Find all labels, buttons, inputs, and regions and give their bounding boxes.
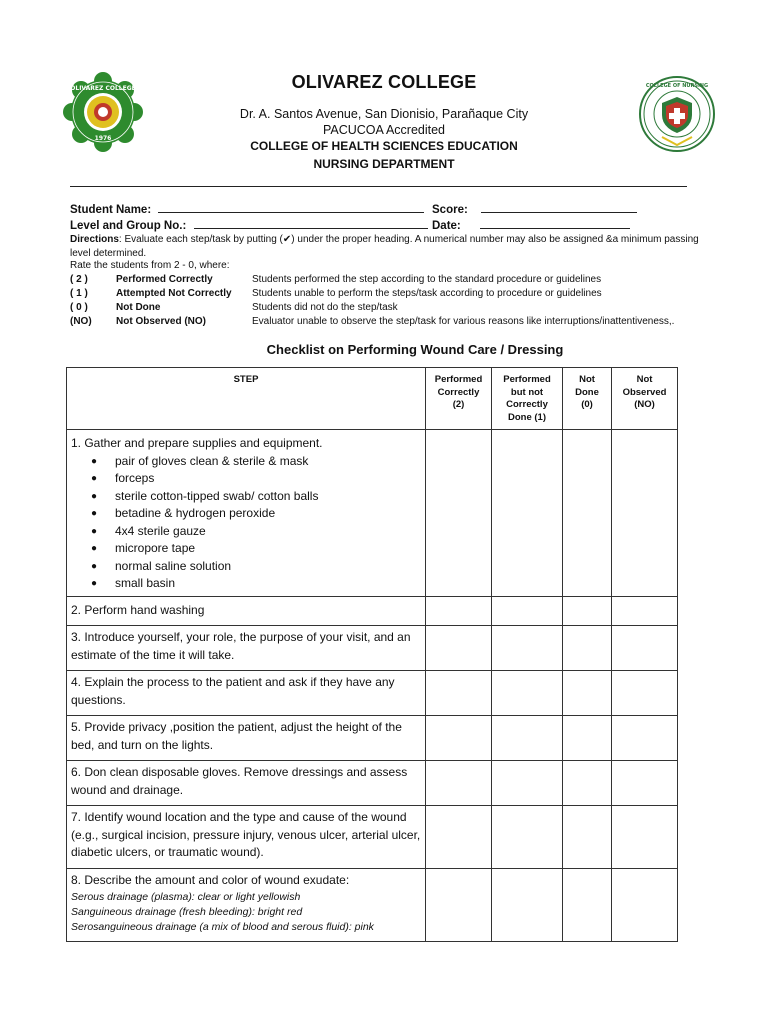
rating-cell-performed-not-correctly[interactable] [492, 716, 563, 761]
col-performed-correctly: Performed Correctly (2) [426, 368, 492, 430]
rating-cell-performed-correctly[interactable] [426, 671, 492, 716]
rating-cell-not-done[interactable] [563, 716, 612, 761]
rating-cell-not-observed[interactable] [612, 671, 678, 716]
date-field [432, 217, 630, 232]
score-field [432, 201, 637, 216]
college-address: Dr. A. Santos Avenue, San Dionisio, Parañaque City [239, 107, 529, 121]
step-text: 5. Provide privacy ,position the patient, adjust the height of the bed, and turn on the lights. [71, 720, 402, 752]
list-item: ● 4x4 sterile gauze [91, 523, 421, 541]
step-text: 3. Introduce yourself, your role, the purpose of your visit, and an estimate of the time it will take. [71, 630, 411, 662]
rating-cell-not-observed[interactable] [612, 626, 678, 671]
score-label: Score: [432, 204, 468, 216]
table-row [67, 626, 678, 671]
table-row [67, 597, 678, 626]
rating-cell-performed-not-correctly[interactable] [492, 597, 563, 626]
rating-cell-not-done[interactable] [563, 597, 612, 626]
col-step: STEP [67, 368, 426, 430]
step-cell [67, 430, 426, 597]
rating-cell-not-observed[interactable] [612, 806, 678, 869]
rating-cell-performed-not-correctly[interactable] [492, 806, 563, 869]
step-text: 7. Identify wound location and the type and cause of the wound (e.g., surgical incision, pressure injury, venous ulcer, arterial ulcer, diabetic ulcers, or traumatic wound). [71, 810, 421, 859]
exudate-note: Serous drainage (plasma): clear or light yellowish [71, 890, 301, 903]
department: NURSING DEPARTMENT [313, 157, 455, 171]
table-row [67, 869, 678, 942]
rating-cell-not-observed[interactable] [612, 716, 678, 761]
header-divider [70, 186, 687, 187]
rating-cell-not-observed[interactable] [612, 430, 678, 597]
step-cell [67, 671, 426, 716]
table-row [67, 806, 678, 869]
score-blank[interactable] [481, 201, 637, 213]
rating-description: Students did not do the step/task [252, 302, 398, 313]
college-name: OLIVAREZ COLLEGE [291, 72, 477, 92]
col-not-done: Not Done (0) [563, 368, 612, 430]
step-cell [67, 761, 426, 806]
step-text: 2. Perform hand washing [71, 603, 205, 618]
supplies-list [71, 453, 421, 593]
rating-cell-performed-not-correctly[interactable] [492, 761, 563, 806]
level-group-blank[interactable] [194, 217, 428, 229]
table-row [67, 430, 678, 597]
accreditation: PACUCOA Accredited [322, 123, 446, 137]
list-item: ● normal saline solution [91, 558, 421, 576]
rating-label: Not Done [116, 302, 161, 313]
rating-cell-performed-not-correctly[interactable] [492, 626, 563, 671]
rating-cell-not-done[interactable] [563, 806, 612, 869]
rating-cell-performed-correctly[interactable] [426, 761, 492, 806]
rating-description: Evaluator unable to observe the step/task for various reasons like interruptions/inattentiveness,. [252, 316, 675, 327]
exudate-note: Sanguineous drainage (fresh bleeding): bright red [71, 905, 303, 918]
table-row [67, 671, 678, 716]
rating-code: ( 1 ) [70, 288, 88, 299]
rating-description: Students performed the step according to the standard procedure or guidelines [252, 274, 602, 285]
rating-cell-not-done[interactable] [563, 430, 612, 597]
directions-text: : Evaluate each step/task by putting (✔) under the proper heading. A numerical number may also be assigned &a minimum passing level determined. [70, 234, 699, 259]
left-logo-year: 1976 [94, 135, 112, 142]
table-header-row [67, 368, 678, 430]
level-group-field [70, 217, 428, 232]
step-text: 4. Explain the process to the patient and ask if they have any questions. [71, 675, 395, 707]
table-row [67, 716, 678, 761]
rating-cell-performed-not-correctly[interactable] [492, 869, 563, 942]
rating-cell-performed-correctly[interactable] [426, 597, 492, 626]
rating-cell-not-done[interactable] [563, 626, 612, 671]
rating-cell-not-observed[interactable] [612, 597, 678, 626]
student-name-blank[interactable] [158, 201, 424, 213]
rating-cell-performed-correctly[interactable] [426, 716, 492, 761]
col-not-observed: Not Observed (NO) [612, 368, 678, 430]
table-row [67, 761, 678, 806]
list-item: ● small basin [91, 575, 421, 593]
list-item: ● pair of gloves clean & sterile & mask [91, 453, 421, 471]
rating-cell-performed-correctly[interactable] [426, 626, 492, 671]
step-cell [67, 869, 426, 942]
exudate-note: Serosanguineous drainage (a mix of blood and serous fluid): pink [71, 920, 374, 933]
rating-description: Students unable to perform the steps/task according to procedure or guidelines [252, 288, 602, 299]
directions-label: Directions [70, 234, 119, 245]
rating-cell-performed-not-correctly[interactable] [492, 671, 563, 716]
list-item: ● sterile cotton-tipped swab/ cotton balls [91, 488, 421, 506]
student-name-field [70, 201, 424, 216]
rating-cell-performed-correctly[interactable] [426, 869, 492, 942]
left-logo-ring-text: OLIVAREZ COLLEGE [70, 85, 136, 92]
right-logo-ring-text: COLLEGE OF NURSING [645, 83, 709, 89]
step-cell [67, 597, 426, 626]
college-of-nursing-seal-icon [638, 75, 716, 153]
level-group-label: Level and Group No.: [70, 220, 187, 232]
step-cell [67, 626, 426, 671]
rating-cell-not-observed[interactable] [612, 869, 678, 942]
step-text: 8. Describe the amount and color of wound exudate: [71, 873, 350, 887]
rating-cell-not-observed[interactable] [612, 761, 678, 806]
rating-code: ( 0 ) [70, 302, 88, 313]
date-label: Date: [432, 220, 461, 232]
list-item: ● micropore tape [91, 540, 421, 558]
rating-label: Performed Correctly [116, 274, 213, 285]
step-text: 6. Don clean disposable gloves. Remove dressings and assess wound and drainage. [71, 765, 408, 797]
rating-cell-not-done[interactable] [563, 869, 612, 942]
list-item: ● forceps [91, 470, 421, 488]
step-cell [67, 716, 426, 761]
date-blank[interactable] [480, 217, 630, 229]
step-text: 1. Gather and prepare supplies and equipment. [71, 436, 323, 450]
directions [70, 233, 700, 260]
rating-label: Attempted Not Correctly [116, 288, 232, 299]
rating-cell-performed-correctly[interactable] [426, 806, 492, 869]
checklist-table [66, 367, 678, 942]
rating-cell-performed-correctly[interactable] [426, 430, 492, 597]
col-performed-not-correctly: Performed but not Correctly Done (1) [492, 368, 563, 430]
step-cell [67, 806, 426, 869]
list-item: ● betadine & hydrogen peroxide [91, 505, 421, 523]
rating-code: ( 2 ) [70, 274, 88, 285]
rating-cell-not-done[interactable] [563, 761, 612, 806]
rating-cell-not-done[interactable] [563, 671, 612, 716]
rating-label: Not Observed (NO) [116, 316, 207, 327]
rating-code: (NO) [70, 316, 92, 327]
rating-cell-performed-not-correctly[interactable] [492, 430, 563, 597]
rate-intro: Rate the students from 2 - 0, where: [70, 260, 230, 271]
college-unit: COLLEGE OF HEALTH SCIENCES EDUCATION [250, 139, 518, 153]
student-name-label: Student Name: [70, 204, 152, 216]
checklist-title: Checklist on Performing Wound Care / Dressing [266, 342, 564, 357]
